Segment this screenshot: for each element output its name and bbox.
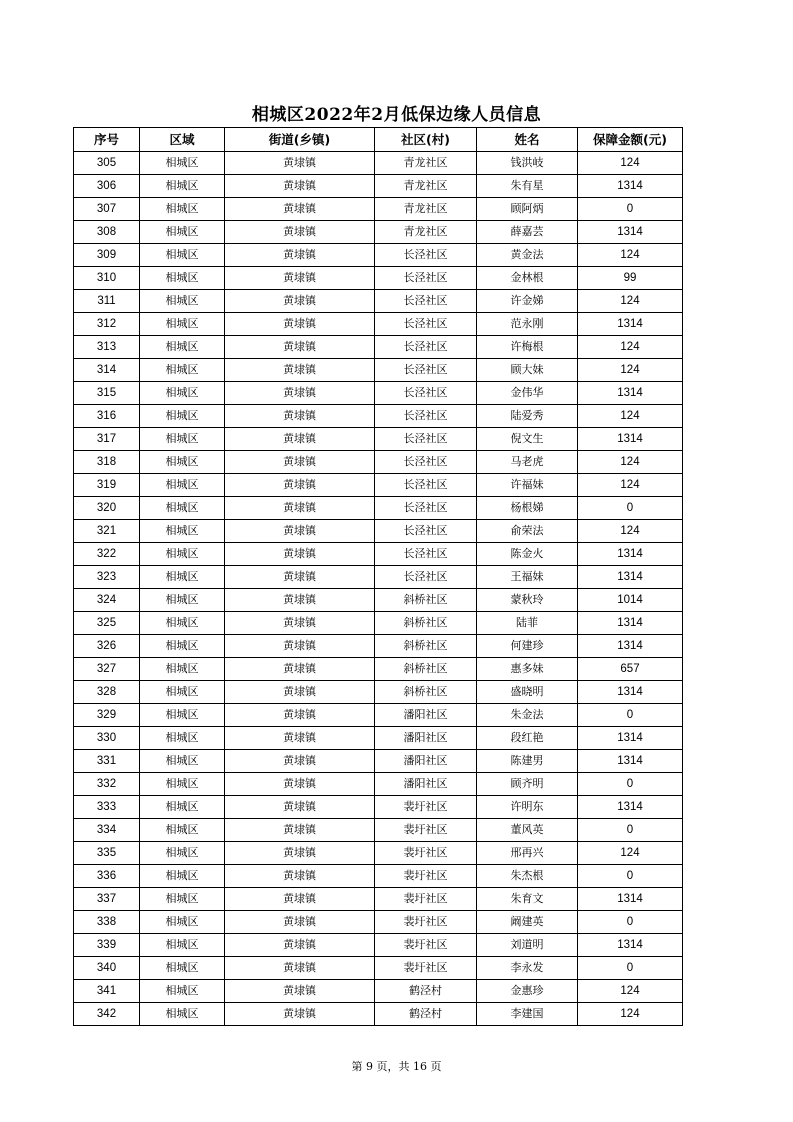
cell-street: 黄埭镇 — [225, 635, 375, 658]
cell-index: 329 — [74, 704, 140, 727]
cell-community: 潘阳社区 — [375, 750, 477, 773]
cell-community: 斜桥社区 — [375, 612, 477, 635]
cell-district: 相城区 — [140, 405, 225, 428]
cell-community: 裴圩社区 — [375, 842, 477, 865]
cell-street: 黄埭镇 — [225, 566, 375, 589]
cell-index: 307 — [74, 198, 140, 221]
cell-name: 金伟华 — [477, 382, 578, 405]
cell-district: 相城区 — [140, 635, 225, 658]
table-row — [74, 681, 683, 704]
cell-name: 许金娣 — [477, 290, 578, 313]
table-row — [74, 221, 683, 244]
cell-community: 长泾社区 — [375, 336, 477, 359]
cell-street: 黄埭镇 — [225, 750, 375, 773]
cell-district: 相城区 — [140, 520, 225, 543]
cell-name: 陈金火 — [477, 543, 578, 566]
cell-name: 朱金法 — [477, 704, 578, 727]
table-row — [74, 244, 683, 267]
cell-amount: 1314 — [578, 750, 683, 773]
cell-community: 长泾社区 — [375, 474, 477, 497]
table-row — [74, 313, 683, 336]
cell-name: 范永刚 — [477, 313, 578, 336]
cell-name: 顾大妹 — [477, 359, 578, 382]
cell-street: 黄埭镇 — [225, 290, 375, 313]
table-body — [74, 152, 683, 1026]
cell-amount: 0 — [578, 819, 683, 842]
cell-index: 333 — [74, 796, 140, 819]
cell-street: 黄埭镇 — [225, 198, 375, 221]
cell-community: 长泾社区 — [375, 520, 477, 543]
cell-district: 相城区 — [140, 934, 225, 957]
cell-index: 318 — [74, 451, 140, 474]
cell-community: 裴圩社区 — [375, 957, 477, 980]
cell-street: 黄埭镇 — [225, 221, 375, 244]
cell-street: 黄埭镇 — [225, 911, 375, 934]
cell-district: 相城区 — [140, 796, 225, 819]
cell-name: 杨根娣 — [477, 497, 578, 520]
cell-community: 青龙社区 — [375, 152, 477, 175]
cell-community: 裴圩社区 — [375, 865, 477, 888]
cell-amount: 1314 — [578, 681, 683, 704]
table-row — [74, 980, 683, 1003]
cell-index: 334 — [74, 819, 140, 842]
table-row — [74, 152, 683, 175]
cell-amount: 124 — [578, 336, 683, 359]
cell-amount: 124 — [578, 405, 683, 428]
col-header-amount: 保障金额(元) — [578, 128, 683, 152]
cell-name: 蒙秋玲 — [477, 589, 578, 612]
cell-index: 321 — [74, 520, 140, 543]
cell-street: 黄埭镇 — [225, 543, 375, 566]
cell-name: 朱杰根 — [477, 865, 578, 888]
table-row — [74, 428, 683, 451]
cell-street: 黄埭镇 — [225, 313, 375, 336]
cell-district: 相城区 — [140, 842, 225, 865]
cell-community: 长泾社区 — [375, 244, 477, 267]
table-row — [74, 635, 683, 658]
col-header-index: 序号 — [74, 128, 140, 152]
cell-name: 盛晓明 — [477, 681, 578, 704]
cell-name: 金林根 — [477, 267, 578, 290]
cell-street: 黄埭镇 — [225, 957, 375, 980]
cell-index: 337 — [74, 888, 140, 911]
cell-name: 董风英 — [477, 819, 578, 842]
cell-district: 相城区 — [140, 911, 225, 934]
cell-street: 黄埭镇 — [225, 727, 375, 750]
cell-street: 黄埭镇 — [225, 865, 375, 888]
cell-name: 马老虎 — [477, 451, 578, 474]
cell-district: 相城区 — [140, 198, 225, 221]
cell-index: 341 — [74, 980, 140, 1003]
cell-name: 俞荣法 — [477, 520, 578, 543]
cell-amount: 1014 — [578, 589, 683, 612]
cell-district: 相城区 — [140, 382, 225, 405]
table-row — [74, 957, 683, 980]
cell-amount: 657 — [578, 658, 683, 681]
cell-district: 相城区 — [140, 152, 225, 175]
cell-community: 潘阳社区 — [375, 704, 477, 727]
cell-district: 相城区 — [140, 267, 225, 290]
cell-name: 刘道明 — [477, 934, 578, 957]
cell-name: 朱有星 — [477, 175, 578, 198]
cell-index: 328 — [74, 681, 140, 704]
cell-community: 长泾社区 — [375, 451, 477, 474]
cell-name: 段红艳 — [477, 727, 578, 750]
cell-index: 310 — [74, 267, 140, 290]
cell-community: 鹤泾村 — [375, 1003, 477, 1026]
cell-index: 336 — [74, 865, 140, 888]
table-row — [74, 842, 683, 865]
cell-community: 裴圩社区 — [375, 934, 477, 957]
cell-district: 相城区 — [140, 980, 225, 1003]
cell-amount: 0 — [578, 198, 683, 221]
cell-index: 316 — [74, 405, 140, 428]
cell-district: 相城区 — [140, 474, 225, 497]
cell-name: 李建国 — [477, 1003, 578, 1026]
cell-street: 黄埭镇 — [225, 428, 375, 451]
cell-name: 阚建英 — [477, 911, 578, 934]
cell-name: 顾阿炳 — [477, 198, 578, 221]
table-row — [74, 382, 683, 405]
page-title: 相城区2022年2月低保边缘人员信息 — [251, 105, 542, 125]
cell-index: 319 — [74, 474, 140, 497]
cell-community: 青龙社区 — [375, 221, 477, 244]
cell-index: 326 — [74, 635, 140, 658]
col-header-name: 姓名 — [477, 128, 578, 152]
cell-amount: 1314 — [578, 635, 683, 658]
cell-community: 斜桥社区 — [375, 681, 477, 704]
cell-street: 黄埭镇 — [225, 819, 375, 842]
cell-district: 相城区 — [140, 336, 225, 359]
cell-index: 317 — [74, 428, 140, 451]
cell-index: 312 — [74, 313, 140, 336]
cell-amount: 1314 — [578, 543, 683, 566]
cell-community: 长泾社区 — [375, 290, 477, 313]
cell-name: 许梅根 — [477, 336, 578, 359]
cell-community: 长泾社区 — [375, 566, 477, 589]
cell-community: 长泾社区 — [375, 382, 477, 405]
cell-street: 黄埭镇 — [225, 405, 375, 428]
cell-district: 相城区 — [140, 819, 225, 842]
cell-amount: 0 — [578, 497, 683, 520]
cell-index: 324 — [74, 589, 140, 612]
cell-community: 青龙社区 — [375, 175, 477, 198]
table-row — [74, 198, 683, 221]
cell-street: 黄埭镇 — [225, 681, 375, 704]
table-row — [74, 750, 683, 773]
cell-amount: 1314 — [578, 612, 683, 635]
table-row — [74, 359, 683, 382]
cell-amount: 0 — [578, 957, 683, 980]
cell-district: 相城区 — [140, 543, 225, 566]
cell-street: 黄埭镇 — [225, 1003, 375, 1026]
cell-name: 李永发 — [477, 957, 578, 980]
table-row — [74, 267, 683, 290]
table-row — [74, 1003, 683, 1026]
cell-name: 钱洪岐 — [477, 152, 578, 175]
cell-index: 311 — [74, 290, 140, 313]
table-header-row — [74, 128, 683, 152]
col-header-street: 街道(乡镇) — [225, 128, 375, 152]
cell-amount: 0 — [578, 865, 683, 888]
cell-index: 305 — [74, 152, 140, 175]
col-header-community: 社区(村) — [375, 128, 477, 152]
cell-index: 327 — [74, 658, 140, 681]
cell-amount: 124 — [578, 290, 683, 313]
cell-community: 长泾社区 — [375, 497, 477, 520]
cell-name: 金惠珍 — [477, 980, 578, 1003]
cell-community: 长泾社区 — [375, 428, 477, 451]
cell-name: 陆菲 — [477, 612, 578, 635]
cell-amount: 124 — [578, 520, 683, 543]
cell-amount: 124 — [578, 244, 683, 267]
cell-district: 相城区 — [140, 681, 225, 704]
cell-community: 青龙社区 — [375, 198, 477, 221]
cell-community: 斜桥社区 — [375, 658, 477, 681]
cell-street: 黄埭镇 — [225, 497, 375, 520]
cell-district: 相城区 — [140, 497, 225, 520]
cell-name: 王福妹 — [477, 566, 578, 589]
cell-district: 相城区 — [140, 704, 225, 727]
cell-community: 长泾社区 — [375, 313, 477, 336]
cell-district: 相城区 — [140, 888, 225, 911]
cell-street: 黄埭镇 — [225, 658, 375, 681]
cell-name: 黄金法 — [477, 244, 578, 267]
cell-community: 长泾社区 — [375, 359, 477, 382]
table-row — [74, 497, 683, 520]
cell-street: 黄埭镇 — [225, 152, 375, 175]
cell-amount: 1314 — [578, 934, 683, 957]
cell-community: 裴圩社区 — [375, 888, 477, 911]
cell-amount: 0 — [578, 773, 683, 796]
table-row — [74, 451, 683, 474]
cell-community: 裴圩社区 — [375, 819, 477, 842]
table-row — [74, 543, 683, 566]
cell-street: 黄埭镇 — [225, 451, 375, 474]
cell-index: 322 — [74, 543, 140, 566]
cell-name: 顾齐明 — [477, 773, 578, 796]
cell-index: 315 — [74, 382, 140, 405]
cell-community: 长泾社区 — [375, 267, 477, 290]
cell-district: 相城区 — [140, 290, 225, 313]
table-row — [74, 175, 683, 198]
cell-street: 黄埭镇 — [225, 474, 375, 497]
cell-name: 陈建男 — [477, 750, 578, 773]
cell-community: 裴圩社区 — [375, 796, 477, 819]
cell-amount: 1314 — [578, 796, 683, 819]
cell-street: 黄埭镇 — [225, 773, 375, 796]
cell-district: 相城区 — [140, 566, 225, 589]
cell-district: 相城区 — [140, 221, 225, 244]
cell-amount: 1314 — [578, 175, 683, 198]
cell-street: 黄埭镇 — [225, 796, 375, 819]
table-row — [74, 612, 683, 635]
table-row — [74, 566, 683, 589]
cell-amount: 1314 — [578, 566, 683, 589]
cell-name: 薛嘉芸 — [477, 221, 578, 244]
cell-district: 相城区 — [140, 589, 225, 612]
cell-amount: 124 — [578, 474, 683, 497]
cell-street: 黄埭镇 — [225, 359, 375, 382]
table-row — [74, 405, 683, 428]
table-row — [74, 336, 683, 359]
cell-name: 朱育文 — [477, 888, 578, 911]
cell-index: 331 — [74, 750, 140, 773]
cell-name: 倪文生 — [477, 428, 578, 451]
cell-amount: 124 — [578, 1003, 683, 1026]
cell-amount: 0 — [578, 704, 683, 727]
cell-index: 340 — [74, 957, 140, 980]
cell-district: 相城区 — [140, 244, 225, 267]
cell-amount: 99 — [578, 267, 683, 290]
cell-district: 相城区 — [140, 957, 225, 980]
cell-street: 黄埭镇 — [225, 382, 375, 405]
cell-name: 惠多妹 — [477, 658, 578, 681]
cell-amount: 1314 — [578, 428, 683, 451]
table-row — [74, 727, 683, 750]
cell-district: 相城区 — [140, 658, 225, 681]
cell-name: 陆爱秀 — [477, 405, 578, 428]
cell-community: 潘阳社区 — [375, 727, 477, 750]
cell-amount: 124 — [578, 980, 683, 1003]
cell-street: 黄埭镇 — [225, 704, 375, 727]
cell-street: 黄埭镇 — [225, 842, 375, 865]
table-row — [74, 773, 683, 796]
table-row — [74, 520, 683, 543]
cell-amount: 1314 — [578, 888, 683, 911]
data-table — [73, 127, 683, 1026]
cell-index: 314 — [74, 359, 140, 382]
cell-index: 306 — [74, 175, 140, 198]
cell-index: 320 — [74, 497, 140, 520]
cell-name: 何建珍 — [477, 635, 578, 658]
cell-index: 339 — [74, 934, 140, 957]
cell-street: 黄埭镇 — [225, 336, 375, 359]
table-row — [74, 819, 683, 842]
cell-index: 309 — [74, 244, 140, 267]
cell-street: 黄埭镇 — [225, 267, 375, 290]
cell-amount: 1314 — [578, 313, 683, 336]
cell-amount: 1314 — [578, 727, 683, 750]
cell-district: 相城区 — [140, 612, 225, 635]
cell-index: 332 — [74, 773, 140, 796]
cell-amount: 124 — [578, 451, 683, 474]
cell-index: 323 — [74, 566, 140, 589]
cell-district: 相城区 — [140, 865, 225, 888]
cell-district: 相城区 — [140, 451, 225, 474]
col-header-district: 区域 — [140, 128, 225, 152]
cell-street: 黄埭镇 — [225, 934, 375, 957]
cell-street: 黄埭镇 — [225, 888, 375, 911]
cell-community: 鹤泾村 — [375, 980, 477, 1003]
cell-amount: 1314 — [578, 382, 683, 405]
cell-street: 黄埭镇 — [225, 612, 375, 635]
cell-amount: 0 — [578, 911, 683, 934]
table-row — [74, 865, 683, 888]
cell-district: 相城区 — [140, 175, 225, 198]
table-row — [74, 796, 683, 819]
cell-community: 斜桥社区 — [375, 635, 477, 658]
table-row — [74, 888, 683, 911]
cell-index: 330 — [74, 727, 140, 750]
cell-street: 黄埭镇 — [225, 520, 375, 543]
cell-index: 338 — [74, 911, 140, 934]
table-row — [74, 704, 683, 727]
cell-street: 黄埭镇 — [225, 589, 375, 612]
cell-index: 342 — [74, 1003, 140, 1026]
table-row — [74, 911, 683, 934]
cell-district: 相城区 — [140, 313, 225, 336]
cell-district: 相城区 — [140, 773, 225, 796]
cell-community: 潘阳社区 — [375, 773, 477, 796]
cell-index: 325 — [74, 612, 140, 635]
cell-name: 许福妹 — [477, 474, 578, 497]
cell-community: 斜桥社区 — [375, 589, 477, 612]
cell-district: 相城区 — [140, 1003, 225, 1026]
page-footer: 第 9 页，共 16 页 — [351, 1060, 442, 1073]
table-row — [74, 290, 683, 313]
cell-name: 许明东 — [477, 796, 578, 819]
cell-community: 裴圩社区 — [375, 911, 477, 934]
cell-district: 相城区 — [140, 359, 225, 382]
cell-name: 邢再兴 — [477, 842, 578, 865]
cell-district: 相城区 — [140, 727, 225, 750]
cell-amount: 1314 — [578, 221, 683, 244]
table-row — [74, 934, 683, 957]
cell-index: 313 — [74, 336, 140, 359]
table-row — [74, 658, 683, 681]
table-row — [74, 589, 683, 612]
cell-index: 335 — [74, 842, 140, 865]
cell-street: 黄埭镇 — [225, 980, 375, 1003]
cell-district: 相城区 — [140, 428, 225, 451]
table-row — [74, 474, 683, 497]
cell-community: 长泾社区 — [375, 543, 477, 566]
cell-street: 黄埭镇 — [225, 175, 375, 198]
cell-street: 黄埭镇 — [225, 244, 375, 267]
cell-amount: 124 — [578, 842, 683, 865]
cell-index: 308 — [74, 221, 140, 244]
cell-amount: 124 — [578, 359, 683, 382]
cell-district: 相城区 — [140, 750, 225, 773]
cell-amount: 124 — [578, 152, 683, 175]
cell-community: 长泾社区 — [375, 405, 477, 428]
